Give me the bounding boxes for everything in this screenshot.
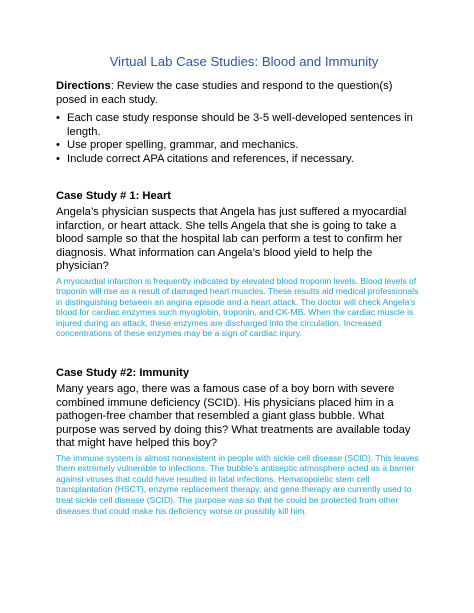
document-page [56,54,424,516]
document-title: Virtual Lab Case Studies: Blood and Immunity [109,54,379,69]
list-item-text: Include correct APA citations and references, if necessary. [67,152,354,165]
list-item [56,139,424,153]
list-item [56,153,424,167]
case-study-1-heading: Case Study # 1: Heart [56,190,172,202]
case-study-2-answer: The immune system is almost nonexistent in people with sickle cell disease (SCID). This leaves them extremely vulnerable to infections. The bubble's antiseptic atmosphere acted as a barrier against viruses that could have resulted in fatal infections. Hematopoietic stem cell transplantation (HSCT), enzyme replacement therapy, and gene therapy are currently used to treat sickle cell disease (SCID). The purpose was so that he could be protected from other diseases that could make his deficiency worse or possibly kill him. [56,452,419,516]
list-item-text: Each case study response should be 3-5 well-developed sentences in length. [67,112,413,138]
requirements-list [56,112,424,166]
case-study-1-prompt: Angela’s physician suspects that Angela has just suffered a myocardial infarction, or heart attack. She tells Angela that she is going to take a blood sample so that the hospital lab can perform a test to confirm her diagnosis. What information can Angela’s blood yield to help the physician? [56,206,407,272]
case-study-2-prompt: Many years ago, there was a famous case of a boy born with severe combined immune deficiency (SCID). His physicians placed him in a pathogen-free chamber that resembled a giant glass bubble. What purpose was served by doing this? What treatments are available today that might have helped this boy? [56,383,411,450]
directions-label: Directions [56,80,111,92]
bullet-icon: • [56,112,60,124]
directions-text: : Review the case studies and respond to the question(s) posed in each study. [56,80,393,106]
list-item [56,112,424,139]
case-study-2-heading: Case Study #2: Immunity [56,367,190,380]
case-study-1-answer: A myocardial infarction is frequently indicated by elevated blood troponin levels. Blood levels of troponin will rise as a result of damaged heart muscles. These results aid medical professionals in distinguishing between an angina episode and a heart attack. The doctor will check Angela's blood for cardiac enzymes such myoglobin, troponin, and CK-MB. When the cardiac muscle is injured during an attack, these enzymes are discharged into the circulation. Increased concentrations of these enzymes may be a sign of cardiac injury. [56,275,419,339]
bullet-icon: • [56,152,60,165]
bullet-icon: • [56,139,60,151]
directions-paragraph [56,80,424,107]
list-item-text: Use proper spelling, grammar, and mechanics. [67,139,299,151]
